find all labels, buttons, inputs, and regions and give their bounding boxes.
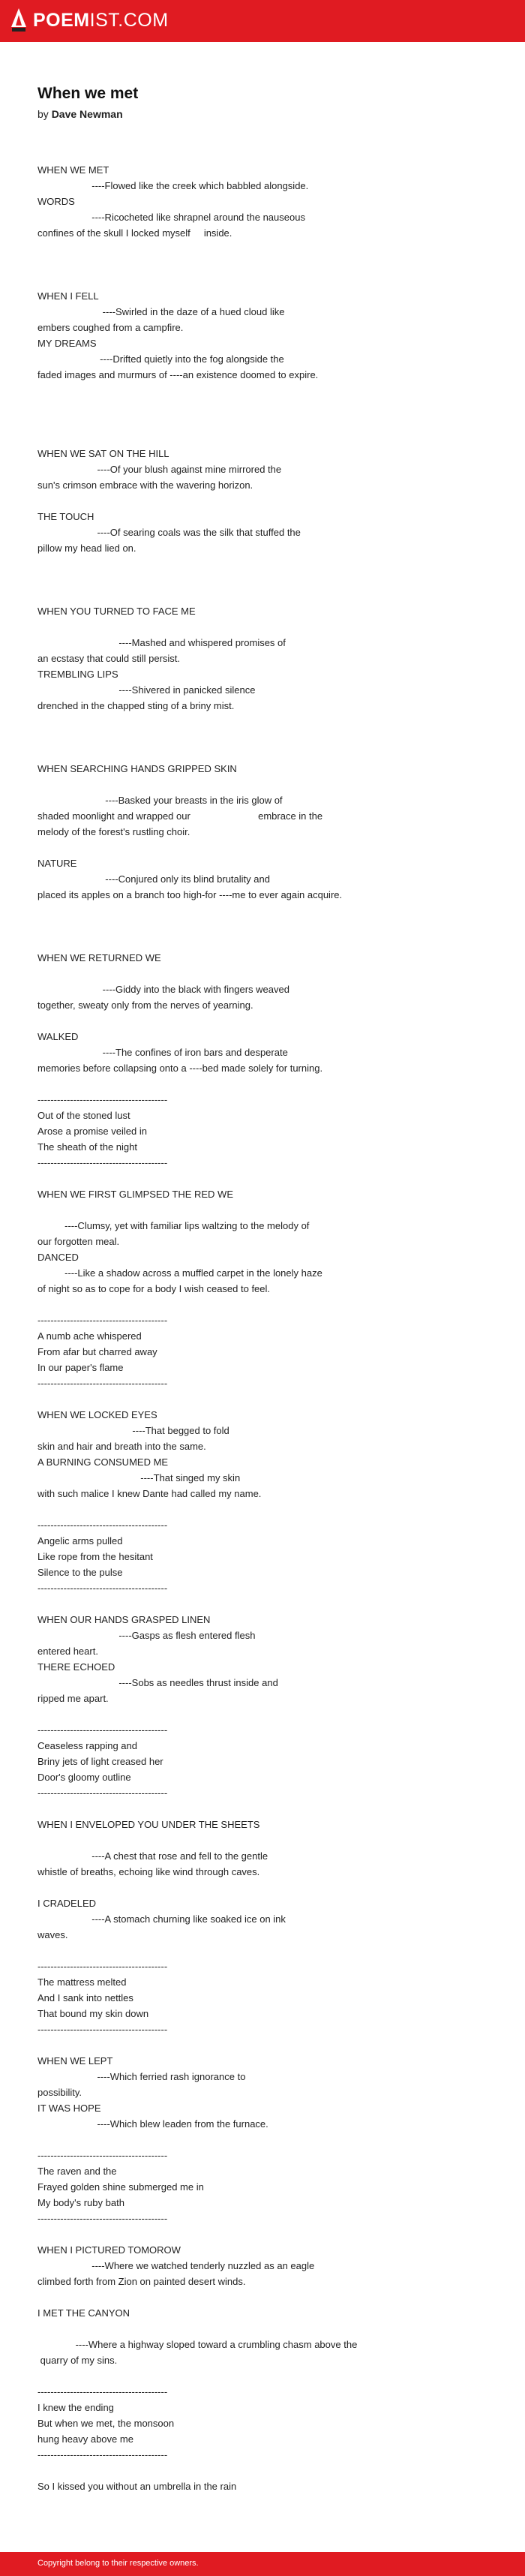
poem-line: ----A stomach churning like soaked ice on ink xyxy=(38,1913,286,1925)
poem-blank-line xyxy=(38,241,488,257)
poem-line: sun's crimson embrace with the wavering horizon. xyxy=(38,479,254,491)
poem-blank-line xyxy=(38,1832,488,1848)
poem-line: hung heavy above me xyxy=(38,2433,134,2445)
poem-blank-line xyxy=(38,2132,488,2148)
poem-line: I knew the ending xyxy=(38,2402,114,2413)
poem-blank-line xyxy=(38,1801,488,1817)
poem-line: WALKED xyxy=(38,1031,79,1042)
poem-blank-line xyxy=(38,2226,488,2242)
poem-line: The mattress melted xyxy=(38,1976,127,1988)
poem-line: ----Ricocheted like shrapnel around the nauseous xyxy=(38,212,305,223)
poem-line: From afar but charred away xyxy=(38,1346,158,1357)
poem-blank-line xyxy=(38,619,488,635)
poem-line: ----Flowed like the creek which babbled alongside. xyxy=(38,180,309,191)
poem-line: shaded moonlight and wrapped our embrace in the xyxy=(38,810,323,822)
site-header xyxy=(0,0,525,42)
poem-blank-line xyxy=(38,966,488,981)
poem-blank-line xyxy=(38,1391,488,1407)
poem-blank-line xyxy=(38,588,488,603)
poem-line: A BURNING CONSUMED ME xyxy=(38,1456,169,1468)
poem-line: possibility. xyxy=(38,2087,82,2098)
poem-line: ----That begged to fold xyxy=(38,1425,230,1436)
poem-line: The sheath of the night xyxy=(38,1141,137,1153)
poem-blank-line xyxy=(38,414,488,430)
poem-blank-line xyxy=(38,556,488,572)
poem-line: WHEN I PICTURED TOMOROW xyxy=(38,2244,181,2256)
poem-line: ---------------------------------------- xyxy=(38,1724,168,1736)
poem-line: Like rope from the hesitant xyxy=(38,1551,153,1562)
poem-blank-line xyxy=(38,918,488,934)
poem-line: ----Conjured only its blind brutality and xyxy=(38,873,270,885)
poem-line: skin and hair and breath into the same. xyxy=(38,1441,206,1452)
poem-line: WHEN SEARCHING HANDS GRIPPED SKIN xyxy=(38,763,237,774)
site-logo-text: POEMIST.COM xyxy=(33,9,169,31)
poem-blank-line xyxy=(38,257,488,272)
poem-blank-line xyxy=(38,2463,488,2478)
poem-line: ---------------------------------------- xyxy=(38,2024,168,2035)
poem-line: WHEN I ENVELOPED YOU UNDER THE SHEETS xyxy=(38,1819,260,1830)
poem-line: ---------------------------------------- xyxy=(38,2150,168,2161)
poem-line: ----Like a shadow across a muffled carpet in the lonely haze xyxy=(38,1267,322,1279)
site-footer xyxy=(0,2552,525,2576)
poem-line: WHEN OUR HANDS GRASPED LINEN xyxy=(38,1614,211,1625)
poem-blank-line xyxy=(38,1297,488,1312)
poem-blank-line xyxy=(38,2037,488,2053)
poem-blank-line xyxy=(38,572,488,588)
poem-line: ----Swirled in the daze of a hued cloud like xyxy=(38,306,285,317)
quill-logo-icon xyxy=(9,8,28,33)
poem-blank-line xyxy=(38,1596,488,1612)
poem-line: ----Giddy into the black with fingers weaved xyxy=(38,984,290,995)
poem-line: WHEN YOU TURNED TO FACE ME xyxy=(38,606,196,617)
poem-blank-line xyxy=(38,1013,488,1029)
poem-blank-line xyxy=(38,777,488,792)
poem-line: ---------------------------------------- xyxy=(38,1378,168,1389)
poem-line: MY DREAMS xyxy=(38,338,97,349)
poem-blank-line xyxy=(38,1171,488,1186)
poem-line: WHEN WE LOCKED EYES xyxy=(38,1409,158,1420)
poem-line: Out of the stoned lust xyxy=(38,1110,130,1121)
poem-blank-line xyxy=(38,493,488,509)
poem-blank-line xyxy=(38,398,488,414)
poem-line: ----The confines of iron bars and desperate xyxy=(38,1047,288,1058)
poem-line: of night so as to cope for a body I wish ceased to feel. xyxy=(38,1283,271,1294)
poem-line: climbed forth from Zion on painted desert winds. xyxy=(38,2276,246,2287)
poem-line: DANCED xyxy=(38,1252,79,1263)
poem-line: Frayed golden shine submerged me in xyxy=(38,2181,204,2193)
poem-line: WORDS xyxy=(38,196,75,207)
poem-line: ---------------------------------------- xyxy=(38,2213,168,2224)
poem-line: faded images and murmurs of ----an existence doomed to expire. xyxy=(38,369,319,380)
poem-blank-line xyxy=(38,934,488,950)
poem-line: NATURE xyxy=(38,858,77,869)
poem-line: confines of the skull I locked myself inside. xyxy=(38,227,232,239)
poem-blank-line xyxy=(38,903,488,918)
poem-line: placed its apples on a branch too high-for ----me to ever again acquire. xyxy=(38,889,343,900)
poem-line: WHEN WE LEPT xyxy=(38,2055,113,2067)
poem-line: My body's ruby bath xyxy=(38,2197,124,2208)
poem-line: I CRADELED xyxy=(38,1898,97,1909)
poem-line: TREMBLING LIPS xyxy=(38,669,118,680)
poem-line: ----Of your blush against mine mirrored the xyxy=(38,464,282,475)
poem-line: ripped me apart. xyxy=(38,1693,109,1704)
poem-line: with such malice I knew Dante had called my name. xyxy=(38,1488,262,1499)
poem-blank-line xyxy=(38,430,488,446)
poem-line: WHEN WE FIRST GLIMPSED THE RED WE xyxy=(38,1189,233,1200)
poem-line: an ecstasy that could still persist. xyxy=(38,653,181,664)
poem-blank-line xyxy=(38,745,488,761)
poem-line: together, sweaty only from the nerves of yearning. xyxy=(38,999,254,1011)
poem-line: WHEN WE MET xyxy=(38,164,110,176)
poem-title: When we met xyxy=(38,85,139,102)
poem-line: ----Gasps as flesh entered flesh xyxy=(38,1630,256,1641)
poem-line: Ceaseless rapping and xyxy=(38,1740,137,1751)
poem-line: That bound my skin down xyxy=(38,2008,149,2019)
poem-blank-line xyxy=(38,2321,488,2337)
poem-line: ---------------------------------------- xyxy=(38,2449,168,2460)
poem-line: ----Clumsy, yet with familiar lips waltzing to the melody of xyxy=(38,1220,310,1231)
poem-blank-line xyxy=(38,2368,488,2384)
poem-byline xyxy=(38,108,488,120)
poem-blank-line xyxy=(38,729,488,745)
poem-line: memories before collapsing onto a ----bed made solely for turning. xyxy=(38,1063,323,1074)
poem-line: WHEN WE SAT ON THE HILL xyxy=(38,448,170,459)
author-link[interactable]: Dave Newman xyxy=(51,108,123,120)
poem-line: ---------------------------------------- xyxy=(38,2386,168,2397)
poem-line: ----Of searing coals was the silk that stuffed the xyxy=(38,527,301,538)
poem-line: ----Basked your breasts in the iris glow of xyxy=(38,795,283,806)
poem-blank-line xyxy=(38,1501,488,1517)
poem-line: THE TOUCH xyxy=(38,511,94,522)
poem-line: waves. xyxy=(38,1929,68,1940)
poem-line: our forgotten meal. xyxy=(38,1236,120,1247)
poem-blank-line xyxy=(38,1202,488,1218)
poem-line: Angelic arms pulled xyxy=(38,1535,123,1547)
poem-line: whistle of breaths, echoing like wind through caves. xyxy=(38,1866,260,1877)
poem-line: ----Drifted quietly into the fog alongside the xyxy=(38,353,284,365)
poem-blank-line xyxy=(38,714,488,729)
poem-line: melody of the forest's rustling choir. xyxy=(38,826,190,837)
poem-blank-line xyxy=(38,383,488,398)
poem-blank-line xyxy=(38,840,488,855)
poem-blank-line xyxy=(38,1943,488,1958)
poem-blank-line xyxy=(38,1076,488,1092)
poem-line: A numb ache whispered xyxy=(38,1330,142,1342)
poem-line: THERE ECHOED xyxy=(38,1661,116,1673)
poem-line: ---------------------------------------- xyxy=(38,1519,168,1531)
poem-line: But when we met, the monsoon xyxy=(38,2418,175,2429)
poem-line: The raven and the xyxy=(38,2166,117,2177)
poem-line: ----Which ferried rash ignorance to xyxy=(38,2071,246,2082)
site-logo[interactable] xyxy=(9,8,169,33)
poem-line: ----Mashed and whispered promises of xyxy=(38,637,286,648)
poem-line: ----Where we watched tenderly nuzzled as an eagle xyxy=(38,2260,315,2271)
poem-line: ---------------------------------------- xyxy=(38,1961,168,1972)
poem-line: ----Sobs as needles thrust inside and xyxy=(38,1677,278,1688)
poem-line: ----Shivered in panicked silence xyxy=(38,684,256,696)
poem-line: I MET THE CANYON xyxy=(38,2307,130,2319)
poem-line: ---------------------------------------- xyxy=(38,1094,168,1105)
poem-line: ---------------------------------------- xyxy=(38,1157,168,1168)
poem-blank-line xyxy=(38,1706,488,1722)
poem-line: ----Which blew leaden from the furnace. xyxy=(38,2118,268,2130)
poem-line: Door's gloomy outline xyxy=(38,1772,131,1783)
poem-line: And I sank into nettles xyxy=(38,1992,134,2003)
poem-line: WHEN I FELL xyxy=(38,290,99,302)
poem-blank-line xyxy=(38,2289,488,2305)
poem-line: entered heart. xyxy=(38,1646,98,1657)
poem-line: Arose a promise veiled in xyxy=(38,1126,147,1137)
poem-line: drenched in the chapped sting of a briny mist. xyxy=(38,700,235,711)
poem-line: IT WAS HOPE xyxy=(38,2103,101,2114)
copyright-text: Copyright belong to their respective owners. xyxy=(38,2559,199,2568)
poem-line: embers coughed from a campfire. xyxy=(38,322,184,333)
poem-line: pillow my head lied on. xyxy=(38,543,136,554)
poem-line: ----Where a highway sloped toward a crumbling chasm above the xyxy=(38,2339,358,2350)
poem-blank-line xyxy=(38,1880,488,1895)
poem-line: ----A chest that rose and fell to the gentle xyxy=(38,1850,268,1862)
poem-line: ---------------------------------------- xyxy=(38,1315,168,1326)
poem-line: So I kissed you without an umbrella in the rain xyxy=(38,2481,237,2492)
poem-line: In our paper's flame xyxy=(38,1362,124,1373)
poem-line: ---------------------------------------- xyxy=(38,1583,168,1594)
poem-line: Briny jets of light creased her xyxy=(38,1756,164,1767)
poem-line: ----That singed my skin xyxy=(38,1472,241,1483)
byline-prefix: by xyxy=(38,108,52,120)
poem-body xyxy=(38,162,488,2494)
poem-blank-line xyxy=(38,272,488,288)
poem-line: WHEN WE RETURNED WE xyxy=(38,952,161,963)
poem-line: Silence to the pulse xyxy=(38,1567,123,1578)
poem-header xyxy=(38,84,488,120)
poem-line: ---------------------------------------- xyxy=(38,1787,168,1799)
poem-line: quarry of my sins. xyxy=(38,2355,118,2366)
